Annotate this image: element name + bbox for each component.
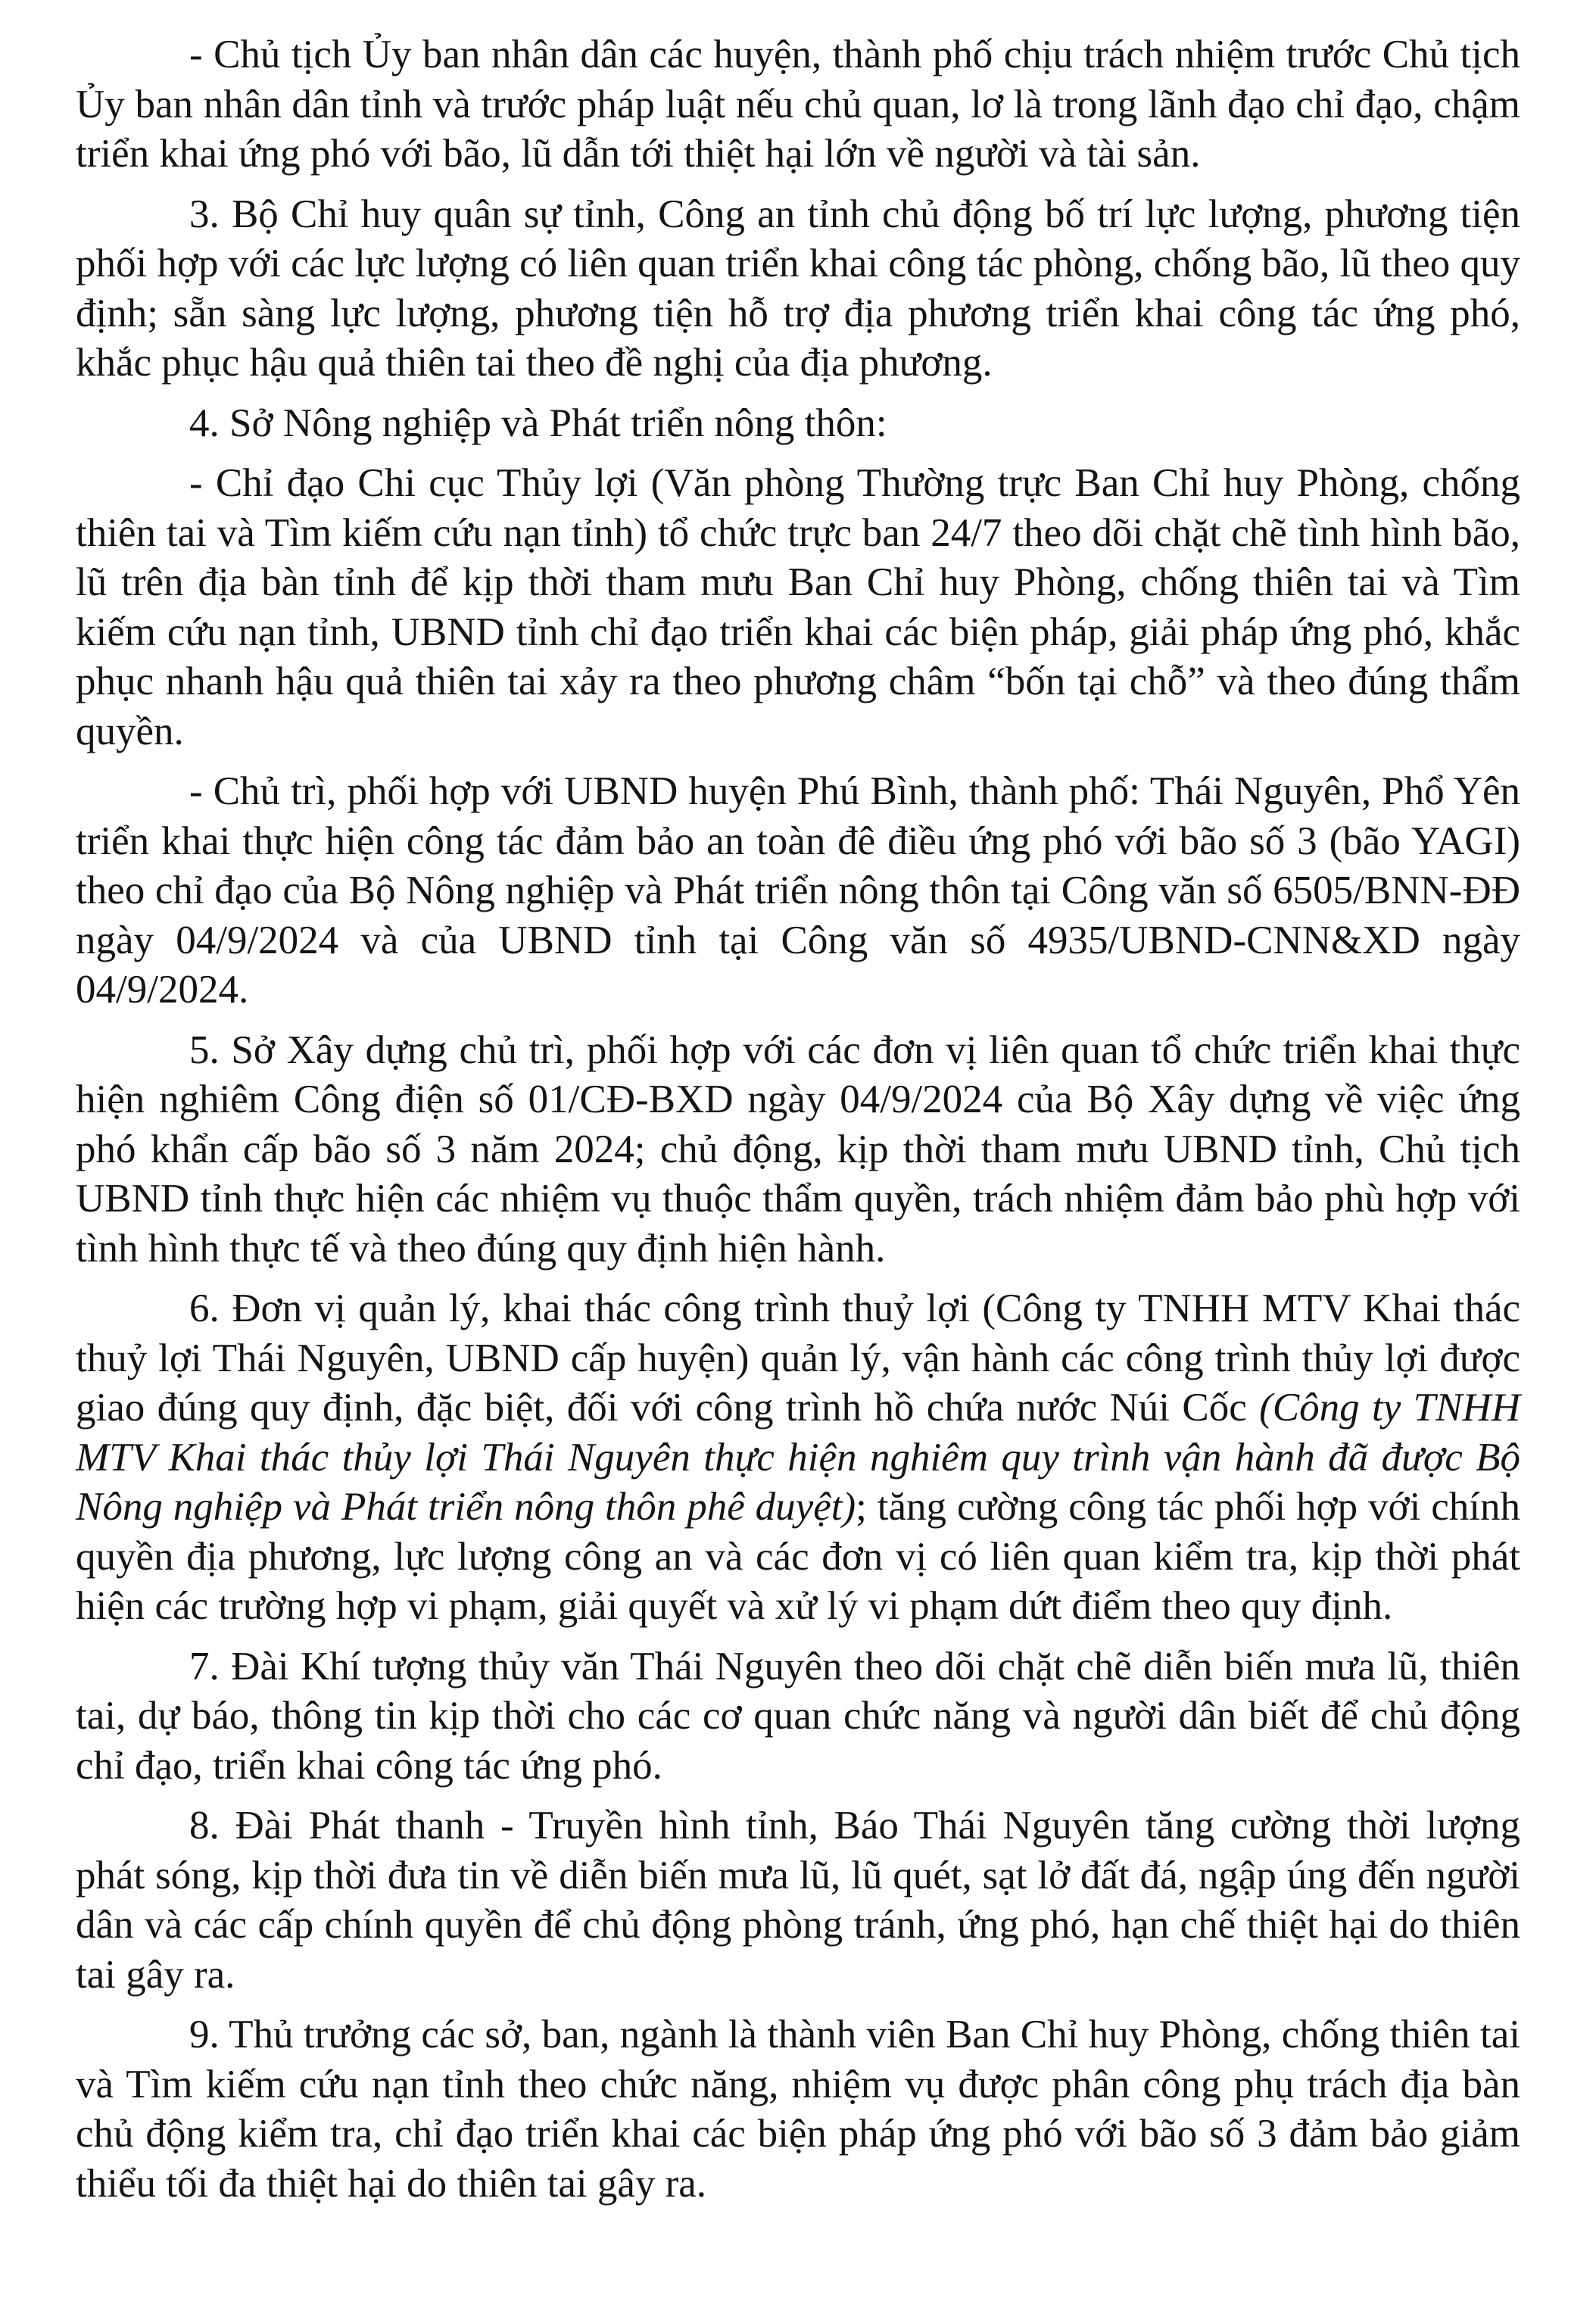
paragraph-item-6-text-italic: (Công ty TNHH MTV Khai thác thủy lợi Thái Nguyên thực hiện nghiêm quy trình vận hành đã được Bộ Nông nghiệp và Phát triển nông thôn phê duyệt) [76,1386,1520,1529]
paragraph-item-6-irrigation-management [76,1284,1520,1632]
paragraph-chairman-district-responsibility: - Chủ tịch Ủy ban nhân dân các huyện, thành phố chịu trách nhiệm trước Chủ tịch Ủy ban nhân dân tỉnh và trước pháp luật nếu chủ quan, lơ là trong lãnh đạo chỉ đạo, chậm triển khai ứng phó với bão, lũ dẫn tới thiệt hại lớn về người và tài sản. [76,33,1520,176]
paragraph-item-3-military-police: 3. Bộ Chỉ huy quân sự tỉnh, Công an tỉnh chủ động bố trí lực lượng, phương tiện phối hợp với các lực lượng có liên quan triển khai công tác phòng, chống bão, lũ theo quy định; sẵn sàng lực lượng, phương tiện hỗ trợ địa phương triển khai công tác ứng phó, khắc phục hậu quả thiên tai theo đề nghị của địa phương. [76,192,1520,385]
paragraph-item-9-department-heads: 9. Thủ trưởng các sở, ban, ngành là thành viên Ban Chỉ huy Phòng, chống thiên tai và Tìm kiếm cứu nạn tỉnh theo chức năng, nhiệm vụ được phân công phụ trách địa bàn chủ động kiểm tra, chỉ đạo triển khai các biện pháp ứng phó với bão số 3 đảm bảo giảm thiểu tối đa thiệt hại do thiên tai gây ra. [76,2013,1520,2206]
paragraph-item-5-construction: 5. Sở Xây dựng chủ trì, phối hợp với các đơn vị liên quan tổ chức triển khai thực hiện nghiêm Công điện số 01/CĐ-BXD ngày 04/9/2024 của Bộ Xây dựng về việc ứng phó khẩn cấp bão số 3 năm 2024; chủ động, kịp thời tham mưu UBND tỉnh, Chủ tịch UBND tỉnh thực hiện các nhiệm vụ thuộc thẩm quyền, trách nhiệm đảm bảo phù hợp với tình hình thực tế và theo đúng quy định hiện hành. [76,1027,1520,1271]
paragraph-item-7-hydrometeorology: 7. Đài Khí tượng thủy văn Thái Nguyên theo dõi chặt chẽ diễn biến mưa lũ, thiên tai, dự báo, thông tin kịp thời cho các cơ quan chức năng và người dân biết để chủ động chỉ đạo, triển khai công tác ứng phó. [76,1644,1520,1788]
paragraph-item-4-agriculture-heading: 4. Sở Nông nghiệp và Phát triển nông thôn: [189,401,887,445]
paragraph-item-4a-irrigation-subdepartment: - Chỉ đạo Chi cục Thủy lợi (Văn phòng Thường trực Ban Chỉ huy Phòng, chống thiên tai và Tìm kiếm cứu nạn tỉnh) tổ chức trực ban 24/7 theo dõi chặt chẽ tình hình bão, lũ trên địa bàn tỉnh để kịp thời tham mưu Ban Chỉ huy Phòng, chống thiên tai và Tìm kiếm cứu nạn tỉnh, UBND tỉnh chỉ đạo triển khai các biện pháp, giải pháp ứng phó, khắc phục nhanh hậu quả thiên tai xảy ra theo phương châm “bốn tại chỗ” và theo đúng thẩm quyền. [76,461,1520,753]
paragraph-item-6-text-before: 6. Đơn vị quản lý, khai thác công trình thuỷ lợi (Công ty TNHH MTV Khai thác thuỷ lợi Thái Nguyên, UBND cấp huyện) quản lý, vận hành các công trình thủy lợi được giao đúng quy định, đặc biệt, đối với công trình hồ chứa nước Núi Cốc [76,1286,1520,1430]
paragraph-item-6-text-after: ; tăng cường công tác phối hợp với chính quyền địa phương, lực lượng công an và các đơn vị có liên quan kiểm tra, kịp thời phát hiện các trường hợp vi phạm, giải quyết và xử lý vi phạm dứt điểm theo quy định. [76,1485,1520,1628]
paragraph-item-4b-dyke-safety: - Chủ trì, phối hợp với UBND huyện Phú Bình, thành phố: Thái Nguyên, Phổ Yên triển khai thực hiện công tác đảm bảo an toàn đê điều ứng phó với bão số 3 (bão YAGI) theo chỉ đạo của Bộ Nông nghiệp và Phát triển nông thôn tại Công văn số 6505/BNN-ĐĐ ngày 04/9/2024 và của UBND tỉnh tại Công văn số 4935/UBND-CNN&XD ngày 04/9/2024. [76,769,1520,1012]
document-page [76,30,1520,2219]
paragraph-item-8-broadcasting: 8. Đài Phát thanh - Truyền hình tỉnh, Báo Thái Nguyên tăng cường thời lượng phát sóng, kịp thời đưa tin về diễn biến mưa lũ, lũ quét, sạt lở đất đá, ngập úng đến người dân và các cấp chính quyền để chủ động phòng tránh, ứng phó, hạn chế thiệt hại do thiên tai gây ra. [76,1804,1520,1997]
